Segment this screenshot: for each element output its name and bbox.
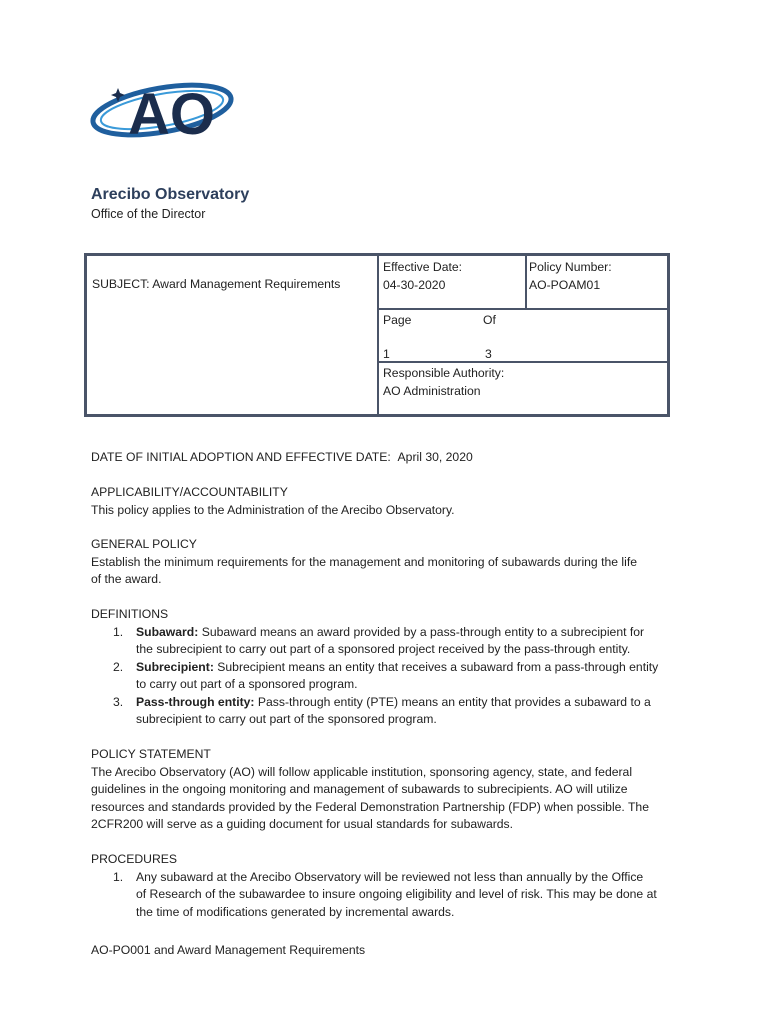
list-number: 3.: [113, 694, 124, 709]
list-number: 1.: [113, 624, 124, 639]
definition-term: Subrecipient:: [136, 659, 214, 674]
procedures-section: [91, 851, 681, 921]
definition-text-cont: the subrecipient to carry out part of a sponsored project received by the pass-through entity.: [136, 642, 631, 656]
definitions-heading: DEFINITIONS: [91, 607, 169, 621]
general-policy-section: [91, 536, 681, 589]
effective-date-value: 04-30-2020: [383, 278, 446, 292]
procedures-heading: PROCEDURES: [91, 852, 178, 866]
definition-text: Subrecipient means an entity that receives a subaward from a pass-through entity: [213, 659, 659, 674]
applicability-section: [91, 484, 681, 519]
logo-text: AO: [128, 82, 215, 147]
list-item: [91, 624, 681, 659]
page-value: 1: [383, 347, 390, 361]
policy-number-value: AO-POAM01: [529, 278, 601, 292]
policy-line: The Arecibo Observatory (AO) will follow applicable institution, sponsoring agency, state, and federal: [91, 764, 633, 779]
applicability-heading: APPLICABILITY/ACCOUNTABILITY: [91, 485, 288, 499]
definitions-section: [91, 606, 681, 729]
responsible-value: AO Administration: [383, 384, 481, 398]
policy-line: 2CFR200 will serve as a guiding document for usual standards for subawards.: [91, 817, 514, 831]
definition-text: Pass-through entity (PTE) means an entity that provides a subaward to a: [254, 694, 651, 709]
adoption-label: DATE OF INITIAL ADOPTION AND EFFECTIVE DATE:: [91, 450, 391, 464]
general-line-2: of the award.: [91, 572, 162, 586]
policy-line: resources and standards provided by the Federal Demonstration Partnership (FDP) when possible. The: [91, 799, 649, 814]
definition-text-cont: subrecipient to carry out part of the sponsored program.: [136, 712, 437, 726]
general-heading: GENERAL POLICY: [91, 537, 197, 551]
adoption-line: [91, 449, 681, 467]
subject-text: SUBJECT: Award Management Requirements: [92, 277, 341, 291]
adoption-value: April 30, 2020: [397, 450, 473, 464]
list-number: 1.: [113, 869, 124, 884]
policy-number-label: Policy Number:: [529, 260, 612, 274]
responsible-label: Responsible Authority:: [383, 366, 505, 380]
effective-date-label: Effective Date:: [383, 260, 463, 274]
definition-text: Subaward means an award provided by a pass-through entity to a subrecipient for: [198, 624, 645, 639]
procedure-line: of Research of the subawardee to insure ongoing eligibility and level of risk. This may be done at: [136, 887, 657, 901]
definition-term: Subaward:: [136, 624, 199, 639]
of-label: Of: [483, 313, 496, 327]
page-label: Page: [383, 313, 412, 327]
definition-term: Pass-through entity:: [136, 694, 255, 709]
page-footer: AO-PO001 and Award Management Requirements: [91, 943, 366, 957]
policy-statement-section: [91, 746, 681, 834]
arecibo-logo: [90, 68, 240, 148]
applicability-text: This policy applies to the Administration of the Arecibo Observatory.: [91, 502, 455, 517]
logo-graphic: [90, 68, 240, 148]
org-name: Arecibo Observatory: [91, 186, 250, 203]
list-number: 2.: [113, 659, 124, 674]
list-item: [91, 659, 681, 694]
of-value: 3: [485, 347, 492, 361]
policy-header-table: [84, 253, 670, 417]
list-item: [91, 694, 681, 729]
policy-heading: POLICY STATEMENT: [91, 747, 211, 761]
org-subtitle: Office of the Director: [91, 207, 206, 221]
list-item: [91, 869, 681, 922]
policy-line: guidelines in the ongoing monitoring and management of subawards to subrecipients. AO will utilize: [91, 782, 628, 796]
procedure-line: Any subaward at the Arecibo Observatory will be reviewed not less than annually by the Office: [136, 869, 644, 884]
procedure-line: the time of modifications generated by incremental awards.: [136, 904, 455, 919]
general-line-1: Establish the minimum requirements for the management and monitoring of subawards during the life: [91, 554, 638, 569]
definition-text-cont: to carry out part of a sponsored program.: [136, 677, 358, 691]
